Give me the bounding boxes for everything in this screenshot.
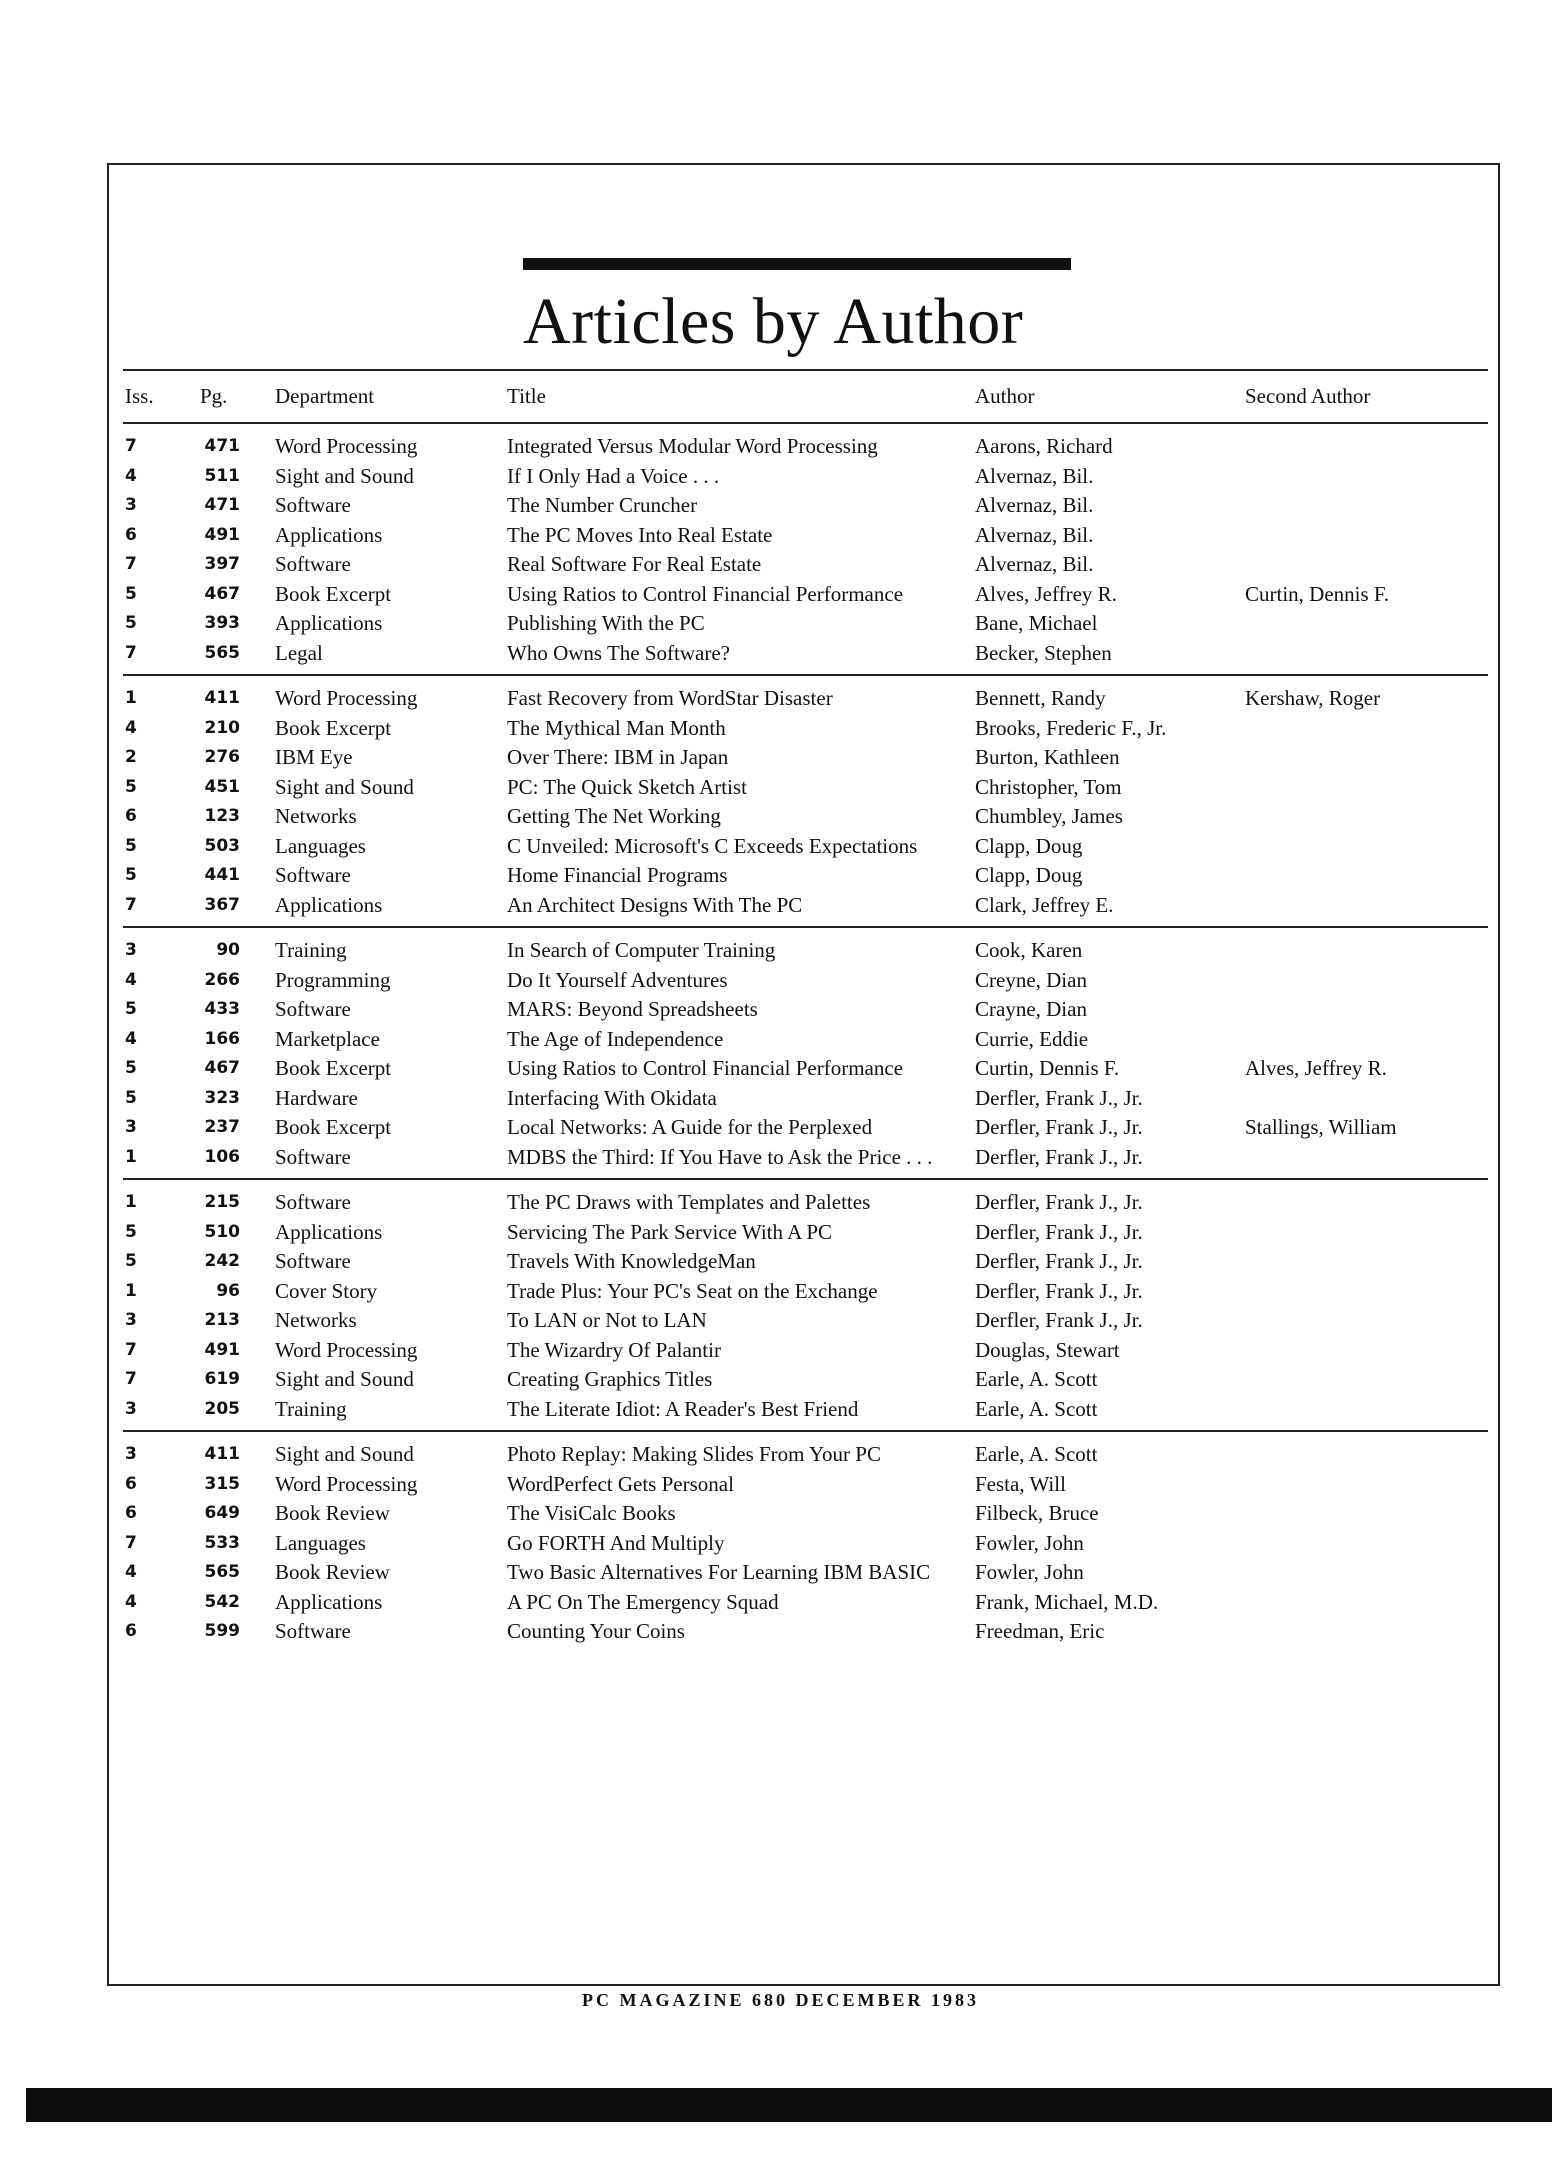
cell-page: 411 xyxy=(204,1444,240,1464)
table-row xyxy=(123,802,1488,832)
cell-title: WordPerfect Gets Personal xyxy=(507,1471,734,1496)
table-row xyxy=(123,1113,1488,1143)
cell-iss: 7 xyxy=(125,436,137,456)
cell-title: Fast Recovery from WordStar Disaster xyxy=(507,686,833,710)
table-row xyxy=(123,1440,1488,1470)
cell-iss: 3 xyxy=(125,940,137,960)
cell-iss: 5 xyxy=(125,999,137,1019)
cell-author: Earle, A. Scott xyxy=(975,1442,1098,1466)
cell-author: Festa, Will xyxy=(975,1471,1066,1496)
cell-department: Applications xyxy=(275,522,383,547)
cell-department: Cover Story xyxy=(275,1278,378,1303)
cell-second-author xyxy=(1245,714,1488,744)
cell-title: A PC On The Emergency Squad xyxy=(507,1589,779,1614)
cell-author: Becker, Stephen xyxy=(975,640,1112,665)
cell-title: The Literate Idiot: A Reader's Best Friend xyxy=(507,1396,859,1421)
cell-department: Software xyxy=(275,1249,351,1273)
cell-page: 106 xyxy=(204,1146,240,1167)
cell-title: The PC Moves Into Real Estate xyxy=(507,522,773,547)
cell-author: Fowler, John xyxy=(975,1560,1084,1584)
cell-iss: 5 xyxy=(125,776,137,797)
page-footer: PC MAGAZINE 680 DECEMBER 1983 xyxy=(581,1990,979,2010)
cell-page: 242 xyxy=(204,1251,240,1271)
cell-iss: 4 xyxy=(125,1562,137,1582)
cell-title: Getting The Net Working xyxy=(507,804,721,828)
cell-title: An Architect Designs With The PC xyxy=(507,892,803,917)
table-row xyxy=(123,1558,1488,1588)
cell-author: Fowler, John xyxy=(975,1530,1084,1555)
cell-iss: 4 xyxy=(125,1591,137,1612)
cell-page: 565 xyxy=(204,642,240,663)
cell-title: Creating Graphics Titles xyxy=(507,1367,713,1391)
table-row xyxy=(123,1143,1488,1173)
cell-page: 467 xyxy=(204,583,240,604)
cell-page: 367 xyxy=(204,894,240,915)
table-row xyxy=(123,1084,1488,1114)
cell-page: 471 xyxy=(204,436,240,456)
cell-author: Derfler, Frank J., Jr. xyxy=(975,1085,1143,1110)
cell-second-author xyxy=(1245,861,1488,891)
cell-page: 237 xyxy=(204,1117,240,1137)
table-row xyxy=(123,1499,1488,1529)
cell-page: 215 xyxy=(204,1192,240,1212)
cell-department: Languages xyxy=(275,833,366,858)
cell-page: 210 xyxy=(204,717,240,738)
cell-author: Aarons, Richard xyxy=(975,434,1113,458)
cell-page: 397 xyxy=(204,554,240,574)
cell-department: Hardware xyxy=(275,1085,358,1110)
cell-department: Book Review xyxy=(275,1560,390,1584)
cell-second-author xyxy=(1245,1247,1488,1277)
cell-second-author xyxy=(1245,773,1488,803)
scan-edge-bar xyxy=(26,2088,1552,2122)
cell-page: 166 xyxy=(204,1028,240,1049)
cell-author: Derfler, Frank J., Jr. xyxy=(975,1249,1143,1273)
cell-iss: 3 xyxy=(125,1444,137,1464)
table-row xyxy=(123,432,1488,462)
cell-department: Word Processing xyxy=(275,1471,418,1496)
cell-title: Interfacing With Okidata xyxy=(507,1085,717,1110)
table-group xyxy=(123,674,1488,926)
header-second-author: Second Author xyxy=(1245,384,1371,408)
cell-department: Applications xyxy=(275,611,383,635)
cell-second-author xyxy=(1245,1470,1488,1500)
cell-author: Bennett, Randy xyxy=(975,686,1106,710)
cell-author: Clark, Jeffrey E. xyxy=(975,892,1114,917)
cell-author: Burton, Kathleen xyxy=(975,745,1120,769)
cell-iss: 3 xyxy=(125,495,137,515)
cell-author: Chumbley, James xyxy=(975,804,1123,828)
table-group xyxy=(123,1178,1488,1430)
cell-iss: 5 xyxy=(125,865,137,885)
cell-title: Who Owns The Software? xyxy=(507,640,730,665)
cell-iss: 5 xyxy=(125,1251,137,1271)
cell-title: Local Networks: A Guide for the Perplexed xyxy=(507,1115,873,1139)
cell-author: Alves, Jeffrey R. xyxy=(975,581,1117,606)
cell-page: 471 xyxy=(204,495,240,515)
cell-second-author xyxy=(1245,936,1488,966)
cell-title: In Search of Computer Training xyxy=(507,938,776,962)
cell-author: Filbeck, Bruce xyxy=(975,1501,1099,1525)
cell-second-author xyxy=(1245,432,1488,462)
cell-second-author xyxy=(1245,1395,1488,1425)
table-row xyxy=(123,1054,1488,1084)
cell-iss: 7 xyxy=(125,642,137,663)
cell-page: 441 xyxy=(204,865,240,885)
cell-second-author: Kershaw, Roger xyxy=(1245,686,1381,710)
table-row xyxy=(123,1470,1488,1500)
cell-author: Alvernaz, Bil. xyxy=(975,552,1094,576)
table-row xyxy=(123,1277,1488,1307)
cell-iss: 4 xyxy=(125,1028,137,1049)
cell-department: Training xyxy=(275,1396,347,1421)
cell-page: 599 xyxy=(204,1621,240,1641)
table-row xyxy=(123,609,1488,639)
cell-title: MDBS the Third: If You Have to Ask the Price . . . xyxy=(507,1144,933,1169)
cell-second-author xyxy=(1245,491,1488,521)
cell-department: Software xyxy=(275,1144,351,1169)
cell-page: 510 xyxy=(204,1221,240,1242)
cell-title: Travels With KnowledgeMan xyxy=(507,1249,756,1273)
cell-title: Two Basic Alternatives For Learning IBM BASIC xyxy=(507,1560,931,1584)
cell-page: 276 xyxy=(204,747,240,767)
table-row xyxy=(123,1588,1488,1618)
cell-second-author xyxy=(1245,1365,1488,1395)
cell-department: Software xyxy=(275,997,351,1021)
cell-title: Servicing The Park Service With A PC xyxy=(507,1219,833,1244)
cell-second-author xyxy=(1245,639,1488,669)
cell-second-author xyxy=(1245,550,1488,580)
cell-second-author xyxy=(1245,832,1488,862)
cell-title: Do It Yourself Adventures xyxy=(507,967,728,992)
cell-title: Go FORTH And Multiply xyxy=(507,1530,725,1555)
cell-author: Alvernaz, Bil. xyxy=(975,463,1094,488)
header-author: Author xyxy=(975,384,1035,408)
cell-second-author xyxy=(1245,966,1488,996)
cell-department: Sight and Sound xyxy=(275,1442,414,1466)
cell-title: Over There: IBM in Japan xyxy=(507,745,729,769)
cell-second-author: Alves, Jeffrey R. xyxy=(1245,1056,1387,1080)
cell-second-author xyxy=(1245,1084,1488,1114)
page-title: Articles by Author xyxy=(523,285,1024,358)
table-row xyxy=(123,1617,1488,1647)
cell-author: Brooks, Frederic F., Jr. xyxy=(975,715,1167,740)
cell-author: Freedman, Eric xyxy=(975,1619,1105,1643)
header-iss: Iss. xyxy=(125,384,154,408)
cell-page: 123 xyxy=(204,806,240,826)
cell-department: Sight and Sound xyxy=(275,774,414,799)
cell-iss: 6 xyxy=(125,1621,137,1641)
cell-second-author xyxy=(1245,1188,1488,1218)
cell-department: Marketplace xyxy=(275,1026,380,1051)
cell-page: 266 xyxy=(204,969,240,990)
cell-department: Languages xyxy=(275,1530,366,1555)
cell-iss: 1 xyxy=(125,1192,137,1212)
cell-second-author xyxy=(1245,802,1488,832)
cell-department: Book Excerpt xyxy=(275,1115,392,1139)
table-row xyxy=(123,966,1488,996)
cell-second-author xyxy=(1245,1336,1488,1366)
cell-department: Applications xyxy=(275,1589,383,1614)
cell-page: 451 xyxy=(204,776,240,797)
cell-iss: 4 xyxy=(125,465,137,486)
header-title: Title xyxy=(507,384,546,408)
cell-title: The Number Cruncher xyxy=(507,493,698,517)
cell-page: 649 xyxy=(204,1503,240,1523)
cell-page: 542 xyxy=(204,1591,240,1612)
table-body xyxy=(123,424,1488,1653)
table-row xyxy=(123,1247,1488,1277)
table-row xyxy=(123,743,1488,773)
cell-title: MARS: Beyond Spreadsheets xyxy=(507,997,758,1021)
cell-second-author xyxy=(1245,1440,1488,1470)
cell-iss: 6 xyxy=(125,1503,137,1523)
cell-iss: 7 xyxy=(125,1532,137,1553)
table-row xyxy=(123,891,1488,921)
cell-department: Word Processing xyxy=(275,434,418,458)
cell-department: Software xyxy=(275,863,351,887)
cell-page: 533 xyxy=(204,1532,240,1553)
cell-second-author xyxy=(1245,1529,1488,1559)
cell-title: Counting Your Coins xyxy=(507,1619,685,1643)
cell-title: If I Only Had a Voice . . . xyxy=(507,463,720,488)
cell-page: 96 xyxy=(216,1280,240,1301)
table-row xyxy=(123,1336,1488,1366)
cell-author: Curtin, Dennis F. xyxy=(975,1056,1120,1080)
cell-author: Derfler, Frank J., Jr. xyxy=(975,1219,1143,1244)
cell-department: Training xyxy=(275,938,347,962)
cell-iss: 5 xyxy=(125,1087,137,1108)
cell-title: The Mythical Man Month xyxy=(507,715,726,740)
cell-department: Programming xyxy=(275,967,391,992)
cell-page: 619 xyxy=(204,1369,240,1389)
cell-page: 491 xyxy=(204,1339,240,1360)
cell-page: 433 xyxy=(204,999,240,1019)
cell-author: Clapp, Doug xyxy=(975,863,1083,887)
cell-page: 565 xyxy=(204,1562,240,1582)
cell-iss: 7 xyxy=(125,1369,137,1389)
table-row xyxy=(123,491,1488,521)
table-row xyxy=(123,1395,1488,1425)
cell-title: Home Financial Programs xyxy=(507,863,728,887)
cell-second-author xyxy=(1245,609,1488,639)
cell-title: The Age of Independence xyxy=(507,1026,724,1051)
cell-author: Earle, A. Scott xyxy=(975,1367,1098,1391)
table-row xyxy=(123,521,1488,551)
cell-iss: 5 xyxy=(125,1221,137,1242)
cell-iss: 3 xyxy=(125,1117,137,1137)
cell-second-author xyxy=(1245,1499,1488,1529)
articles-table xyxy=(123,369,1488,1653)
table-row xyxy=(123,1218,1488,1248)
cell-iss: 1 xyxy=(125,688,137,708)
cell-page: 323 xyxy=(204,1087,240,1108)
cell-title: The Wizardry Of Palantir xyxy=(507,1337,721,1362)
cell-author: Derfler, Frank J., Jr. xyxy=(975,1190,1143,1214)
cell-title: Trade Plus: Your PC's Seat on the Exchange xyxy=(507,1278,878,1303)
cell-department: Book Review xyxy=(275,1501,390,1525)
cell-iss: 5 xyxy=(125,613,137,633)
cell-iss: 3 xyxy=(125,1398,137,1419)
cell-iss: 1 xyxy=(125,1280,137,1301)
cell-author: Alvernaz, Bil. xyxy=(975,493,1094,517)
cell-department: Book Excerpt xyxy=(275,715,392,740)
cell-iss: 7 xyxy=(125,894,137,915)
table-header xyxy=(123,371,1488,424)
cell-second-author: Stallings, William xyxy=(1245,1115,1397,1139)
cell-title: Real Software For Real Estate xyxy=(507,552,762,576)
cell-department: Networks xyxy=(275,804,357,828)
table-row xyxy=(123,1365,1488,1395)
cell-department: Sight and Sound xyxy=(275,1367,414,1391)
cell-page: 511 xyxy=(204,465,240,486)
cell-second-author xyxy=(1245,1143,1488,1173)
cell-iss: 4 xyxy=(125,717,137,738)
cell-author: Currie, Eddie xyxy=(975,1026,1089,1051)
cell-page: 213 xyxy=(204,1310,240,1330)
table-row xyxy=(123,861,1488,891)
cell-page: 411 xyxy=(204,688,240,708)
cell-second-author xyxy=(1245,1617,1488,1647)
cell-author: Earle, A. Scott xyxy=(975,1396,1098,1421)
cell-title: The VisiCalc Books xyxy=(507,1501,676,1525)
header-department: Department xyxy=(275,384,375,408)
cell-author: Derfler, Frank J., Jr. xyxy=(975,1115,1143,1139)
cell-title: To LAN or Not to LAN xyxy=(507,1308,707,1332)
cell-second-author xyxy=(1245,462,1488,492)
cell-department: Software xyxy=(275,1190,351,1214)
cell-iss: 6 xyxy=(125,806,137,826)
cell-title: The PC Draws with Templates and Palettes xyxy=(507,1190,871,1214)
cell-title: C Unveiled: Microsoft's C Exceeds Expectations xyxy=(507,833,918,858)
table-row xyxy=(123,832,1488,862)
cell-author: Bane, Michael xyxy=(975,611,1098,635)
cell-author: Douglas, Stewart xyxy=(975,1337,1120,1362)
cell-iss: 5 xyxy=(125,1058,137,1078)
cell-second-author xyxy=(1245,1277,1488,1307)
table-row xyxy=(123,462,1488,492)
cell-department: Software xyxy=(275,493,351,517)
cell-department: Applications xyxy=(275,1219,383,1244)
table-row xyxy=(123,1529,1488,1559)
cell-author: Alvernaz, Bil. xyxy=(975,522,1094,547)
title-rule xyxy=(523,258,1071,270)
cell-department: Legal xyxy=(275,640,323,665)
cell-department: Networks xyxy=(275,1308,357,1332)
table-group xyxy=(123,926,1488,1178)
cell-iss: 7 xyxy=(125,554,137,574)
cell-title: Using Ratios to Control Financial Performance xyxy=(507,1056,904,1080)
table-row xyxy=(123,684,1488,714)
table-row xyxy=(123,639,1488,669)
cell-department: Word Processing xyxy=(275,686,418,710)
cell-iss: 3 xyxy=(125,1310,137,1330)
cell-title: Photo Replay: Making Slides From Your PC xyxy=(507,1442,881,1466)
cell-page: 467 xyxy=(204,1058,240,1078)
cell-second-author: Curtin, Dennis F. xyxy=(1245,581,1390,606)
cell-iss: 6 xyxy=(125,524,137,545)
cell-department: Applications xyxy=(275,892,383,917)
cell-iss: 7 xyxy=(125,1339,137,1360)
table-row xyxy=(123,550,1488,580)
cell-department: Sight and Sound xyxy=(275,463,414,488)
cell-page: 503 xyxy=(204,835,240,856)
cell-department: Book Excerpt xyxy=(275,581,392,606)
cell-author: Frank, Michael, M.D. xyxy=(975,1589,1159,1614)
cell-iss: 5 xyxy=(125,835,137,856)
cell-author: Derfler, Frank J., Jr. xyxy=(975,1144,1143,1169)
cell-author: Crayne, Dian xyxy=(975,997,1087,1021)
cell-author: Derfler, Frank J., Jr. xyxy=(975,1308,1143,1332)
cell-department: Software xyxy=(275,1619,351,1643)
table-group xyxy=(123,424,1488,674)
cell-second-author xyxy=(1245,743,1488,773)
cell-second-author xyxy=(1245,521,1488,551)
cell-title: Using Ratios to Control Financial Performance xyxy=(507,581,904,606)
table-row xyxy=(123,995,1488,1025)
cell-page: 205 xyxy=(204,1398,240,1419)
cell-title: Publishing With the PC xyxy=(507,611,705,635)
cell-department: IBM Eye xyxy=(275,745,353,769)
table-row xyxy=(123,580,1488,610)
cell-iss: 1 xyxy=(125,1146,137,1167)
cell-second-author xyxy=(1245,1558,1488,1588)
cell-page: 393 xyxy=(204,613,240,633)
cell-second-author xyxy=(1245,1588,1488,1618)
cell-department: Word Processing xyxy=(275,1337,418,1362)
table-group xyxy=(123,1430,1488,1653)
cell-iss: 4 xyxy=(125,969,137,990)
table-row xyxy=(123,714,1488,744)
table-row xyxy=(123,1188,1488,1218)
cell-page: 491 xyxy=(204,524,240,545)
cell-title: PC: The Quick Sketch Artist xyxy=(507,774,747,799)
cell-second-author xyxy=(1245,1025,1488,1055)
cell-second-author xyxy=(1245,995,1488,1025)
cell-author: Creyne, Dian xyxy=(975,967,1087,992)
cell-iss: 2 xyxy=(125,747,137,767)
header-pg: Pg. xyxy=(200,384,228,408)
cell-department: Book Excerpt xyxy=(275,1056,392,1080)
cell-author: Clapp, Doug xyxy=(975,833,1083,858)
cell-iss: 6 xyxy=(125,1473,137,1494)
cell-second-author xyxy=(1245,1218,1488,1248)
cell-page: 90 xyxy=(216,940,240,960)
cell-author: Cook, Karen xyxy=(975,938,1083,962)
cell-title: Integrated Versus Modular Word Processing xyxy=(507,434,878,458)
cell-second-author xyxy=(1245,891,1488,921)
cell-author: Christopher, Tom xyxy=(975,774,1122,799)
table-row xyxy=(123,1306,1488,1336)
cell-page: 315 xyxy=(204,1473,240,1494)
cell-iss: 5 xyxy=(125,583,137,604)
cell-department: Software xyxy=(275,552,351,576)
table-row xyxy=(123,773,1488,803)
cell-second-author xyxy=(1245,1306,1488,1336)
table-row xyxy=(123,1025,1488,1055)
cell-author: Derfler, Frank J., Jr. xyxy=(975,1278,1143,1303)
table-row xyxy=(123,936,1488,966)
